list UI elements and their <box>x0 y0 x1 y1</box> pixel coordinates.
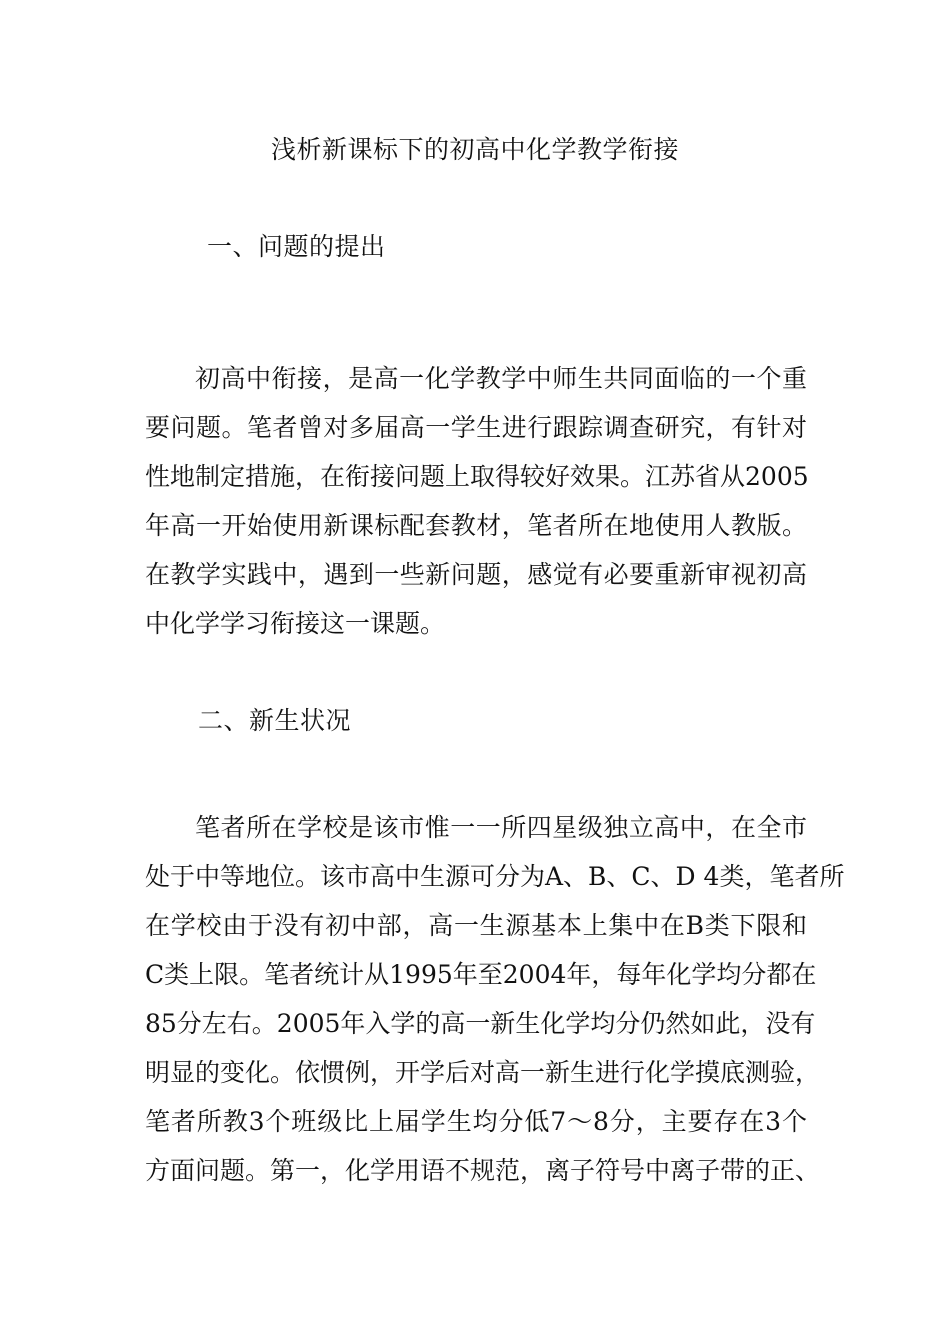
paragraph-problem <box>145 354 807 648</box>
paragraph-line: C类上限。笔者统计从1995年至2004年，每年化学均分都在 <box>145 960 817 989</box>
paragraph-new-students <box>145 803 845 1195</box>
paragraph-line: 在学校由于没有初中部，高一生源基本上集中在B类下限和 <box>145 911 807 940</box>
section-heading-problem: 一、问题的提出 <box>207 232 386 261</box>
paragraph-line: 笔者所教3个班级比上届学生均分低7～8分，主要存在3个 <box>145 1107 807 1136</box>
paragraph-line: 年高一开始使用新课标配套教材，笔者所在地使用人教版。 <box>145 511 807 540</box>
paragraph-line: 中化学学习衔接这一课题。 <box>145 609 446 638</box>
paragraph-line: 要问题。笔者曾对多届高一学生进行跟踪调查研究，有针对 <box>145 413 807 442</box>
paragraph-line: 笔者所在学校是该市惟一一所四星级独立高中，在全市 <box>195 813 807 842</box>
paragraph-line: 性地制定措施，在衔接问题上取得较好效果。江苏省从2005 <box>145 462 809 491</box>
document-title: 浅析新课标下的初高中化学教学衔接 <box>270 135 679 164</box>
paragraph-line: 方面问题。第一，化学用语不规范，离子符号中离子带的正、 <box>145 1156 821 1185</box>
paragraph-line: 明显的变化。依惯例，开学后对高一新生进行化学摸底测验， <box>145 1058 821 1087</box>
section-heading-new-students: 二、新生状况 <box>198 706 352 735</box>
paragraph-line: 初高中衔接，是高一化学教学中师生共同面临的一个重 <box>195 364 807 393</box>
paragraph-line: 处于中等地位。该市高中生源可分为A、B、C、D 4类，笔者所 <box>145 862 845 891</box>
paragraph-line: 85分左右。2005年入学的高一新生化学均分仍然如此，没有 <box>145 1009 816 1038</box>
paragraph-line: 在教学实践中，遇到一些新问题，感觉有必要重新审视初高 <box>145 560 807 589</box>
